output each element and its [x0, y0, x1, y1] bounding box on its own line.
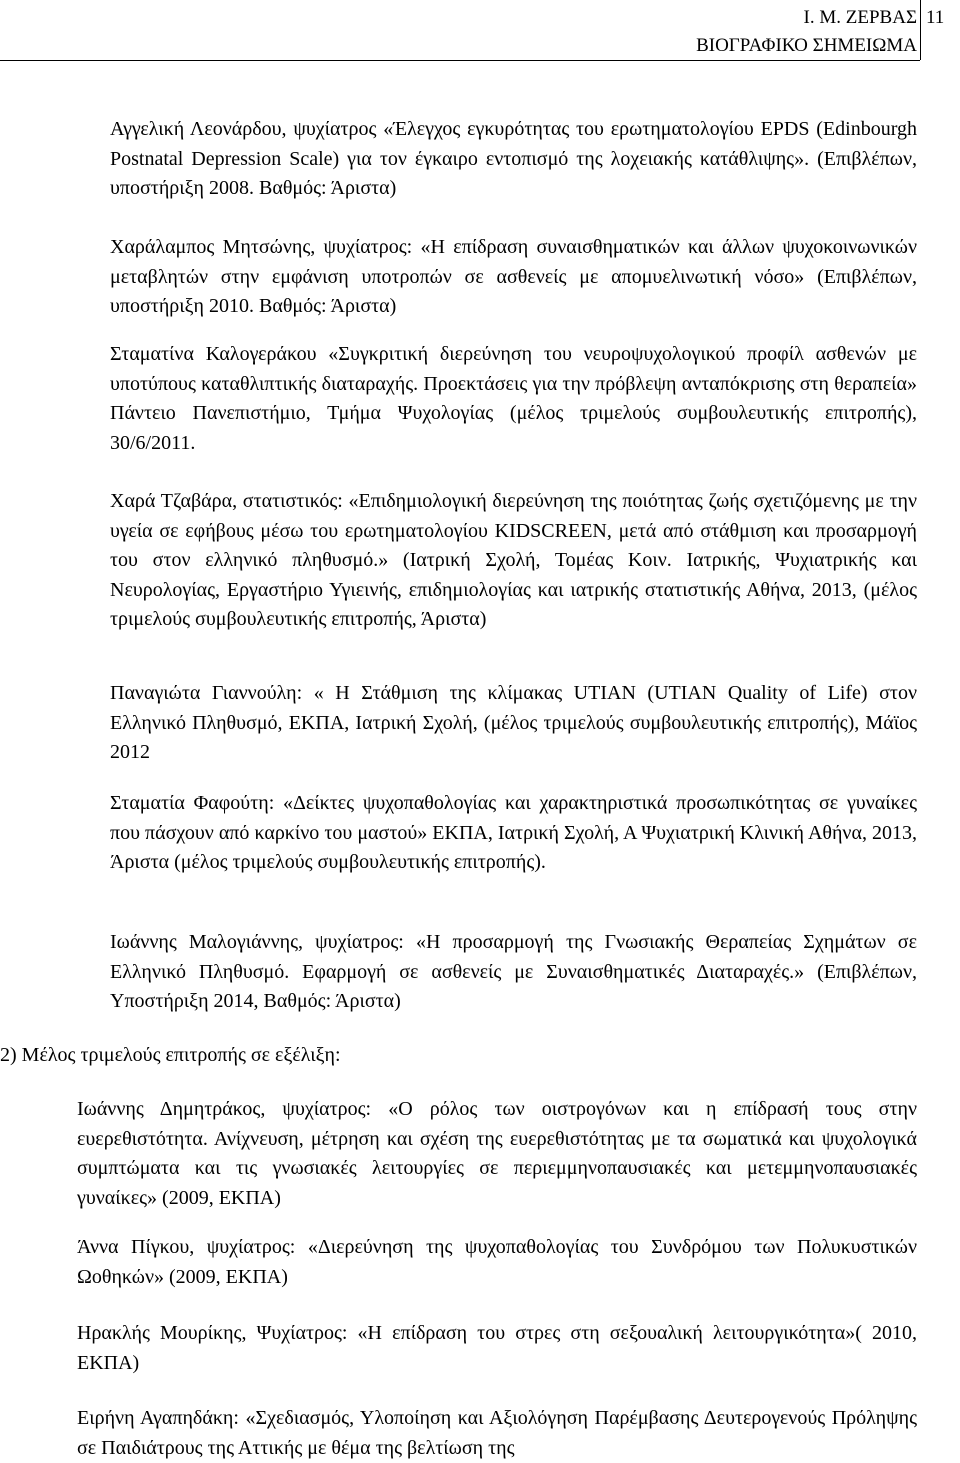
supervision-entry-kalogerakou: Σταματίνα Καλογεράκου «Συγκριτική διερεύνηση του νευροψυχολογικού προφίλ ασθενών με υποτύπους καταθλιπτικής διαταραχής. Προεκτάσεις για την πρόβλεψη ανταπόκρισης στη θεραπεία» Πάντειο Πανεπιστήμιο, Τμήμα Ψυχολογίας (μέλος τριμελούς συμβουλευτικής επιτροπής), 30/6/2011.: [110, 343, 917, 454]
committee-entry-agapidaki: Ειρήνη Αγαπηδάκη: «Σχεδιασμός, Υλοποίηση και Αξιολόγηση Παρέμβασης Δευτερογενούς Πρόληψης σε Παιδιάτρους της Αττικής με θέμα της βελτίωση της: [77, 1407, 917, 1459]
section-heading-committee-in-progress: 2) Μέλος τριμελούς επιτροπής σε εξέλιξη:: [0, 1044, 341, 1066]
supervision-entry-leonardou: Αγγελική Λεονάρδου, ψυχίατρος «Έλεγχος εγκυρότητας του ερωτηματολογίου EPDS (Edinbourgh Postnatal Depression Scale) για τον έγκαιρο εντοπισμό της λοχειακής κατάθλιψης». (Επιβλέπων, υποστήριξη 2008. Βαθμός: Άριστα): [110, 118, 917, 199]
supervision-entry-malogiannis: Ιωάννης Μαλογιάννης, ψυχίατρος: «Η προσαρμογή της Γνωσιακής Θεραπείας Σχημάτων σε Ελληνικό Πληθυσμό. Εφαρμογή σε ασθενείς με Συναισθηματικές Διαταραχές.» (Επιβλέπων, Υποστήριξη 2014, Βαθμός: Άριστα): [110, 931, 917, 1012]
header-text: [696, 4, 917, 60]
committee-entry-dimitrakos: Ιωάννης Δημητράκος, ψυχίατρος: «Ο ρόλος των οιστρογόνων και η επίδρασή τους στην ευερεθιστότητα. Ανίχνευση, μέτρηση και σχέση της ευερεθιστότητας με τα σωματικά και ψυχολογικά συμπτώματα και τις γνωσιακές λειτουργίες σε περιεμμηνοπαυσιακές και μετεμμηνοπαυσιακές γυναίκες» (2009, ΕΚΠΑ): [77, 1098, 917, 1209]
committee-entry-pigkou: Άννα Πίγκου, ψυχίατρος: «Διερεύνηση της ψυχοπαθολογίας του Συνδρόμου των Πολυκυστικών Ωοθηκών» (2009, ΕΚΠΑ): [77, 1236, 917, 1288]
page-header: [0, 0, 960, 60]
page-number: 11: [926, 7, 945, 28]
supervision-entry-mitsonis: Χαράλαμπος Μητσώνης, ψυχίατρος: «Η επίδραση συναισθηματικών και άλλων ψυχοκοινωνικών μεταβλητών στην εμφάνιση υποτροπών σε ασθενείς με απομυελινωτική νόσο» (Επιβλέπων, υποστήριξη 2010. Βαθμός: Άριστα): [110, 236, 917, 317]
supervision-entry-tzavara: Χαρά Τζαβάρα, στατιστικός: «Επιδημιολογική διερεύνηση της ποιότητας ζωής σχετιζόμενης με την υγεία σε εφήβους μέσω του ερωτηματολογίου KIDSCREEN, μετά από στάθμιση και προσαρμογή του στον ελληνικό πληθυσμό.» (Ιατρική Σχολή, Τομέας Κοιν. Ιατρικής, Ψυχιατρικής και Νευρολογίας, Εργαστήριο Υγιεινής, επιδημιολογίας και ιατρικής στατιστικής Αθήνα, 2013, (μέλος τριμελούς συμβουλευτικής επιτροπής, Άριστα): [110, 490, 917, 630]
supervision-entry-fafouti: Σταματία Φαφούτη: «Δείκτες ψυχοπαθολογίας και χαρακτηριστικά προσωπικότητας σε γυναίκες που πάσχουν από καρκίνο του μαστού» ΕΚΠΑ, Ιατρική Σχολή, Α Ψυχιατρική Κλινική Αθήνα, 2013, Άριστα (μέλος τριμελούς συμβουλευτικής επιτροπής).: [110, 792, 917, 873]
header-divider: [920, 0, 921, 60]
header-subtitle: ΒΙΟΓΡΑΦΙΚΟ ΣΗΜΕΙΩΜΑ: [696, 35, 917, 56]
header-author: Ι. Μ. ΖΕΡΒΑΣ: [803, 7, 917, 28]
header-rule: [0, 60, 920, 61]
committee-entry-mourikis: Ηρακλής Μουρίκης, Ψυχίατρος: «Η επίδραση του στρες στη σεξουαλική λειτουργικότητα»( 2010, ΕΚΠΑ): [77, 1322, 917, 1374]
supervision-entry-giannouli: Παναγιώτα Γιαννούλη: « Η Στάθμιση της κλίμακας UTIAN (UTIAN Quality of Life) στον Ελληνικό Πληθυσμό, ΕΚΠΑ, Ιατρική Σχολή, (μέλος τριμελούς συμβουλευτικής επιτροπής), Μάϊος 2012: [110, 682, 917, 763]
